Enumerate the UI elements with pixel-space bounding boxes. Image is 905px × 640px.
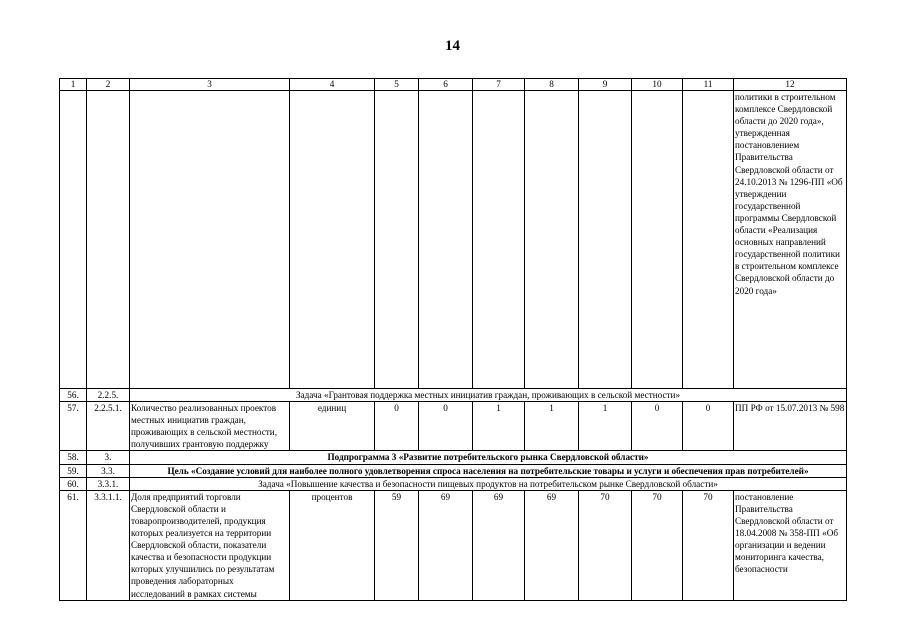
page-bottom-crop xyxy=(0,604,905,640)
table-row-58 xyxy=(60,451,847,464)
source-cell: ПП РФ от 15.07.2013 № 598 xyxy=(734,402,847,451)
value-cell: 69 xyxy=(473,490,525,600)
header-cell: 1 xyxy=(60,79,87,91)
table-row-57 xyxy=(60,402,847,451)
value-cell: 59 xyxy=(375,490,419,600)
header-cell: 12 xyxy=(734,79,847,91)
indicator-cell: Количество реализованных проектов местных инициатив граждан, проживающих в сельской местности, получивших грантовую поддержку xyxy=(130,402,290,451)
value-cell: 69 xyxy=(525,490,579,600)
value-cell: 1 xyxy=(473,402,525,451)
row-code: 3.3.1. xyxy=(87,477,130,490)
value-cell: 70 xyxy=(683,490,734,600)
table-row-61 xyxy=(60,490,847,600)
row-number: 60. xyxy=(60,477,87,490)
row-code: 3.3. xyxy=(87,464,130,477)
header-cell: 2 xyxy=(87,79,130,91)
header-cell: 7 xyxy=(473,79,525,91)
row-number: 61. xyxy=(60,490,87,600)
row-number: 56. xyxy=(60,389,87,402)
value-cell: 70 xyxy=(632,490,683,600)
unit-cell: процентов xyxy=(290,490,375,600)
table-row-60 xyxy=(60,477,847,490)
header-cell: 4 xyxy=(290,79,375,91)
value-cell: 0 xyxy=(632,402,683,451)
header-cell: 11 xyxy=(683,79,734,91)
header-cell: 3 xyxy=(130,79,290,91)
row-code: 3.3.1.1. xyxy=(87,490,130,600)
indicator-cell: Доля предприятий торговли Свердловской области и товаропроизводителей, продукция которых реализуется на территории Свердловской области, показатели качества и безопасности продукции которых улучшились по результатам проведения лабораторных исследований в рамках системы xyxy=(130,490,290,600)
goal-title: Цель «Создание условий для наиболее полного удовлетворения спроса населения на потребительские товары и услуги и обеспечения прав потребителей» xyxy=(130,464,847,477)
row-number: 57. xyxy=(60,402,87,451)
table-row-59 xyxy=(60,464,847,477)
table-row-56 xyxy=(60,389,847,402)
indicators-table xyxy=(59,78,847,601)
value-cell: 1 xyxy=(579,402,632,451)
task-title: Задача «Грантовая поддержка местных инициатив граждан, проживающих в сельской местности» xyxy=(130,389,847,402)
header-row xyxy=(60,79,847,91)
value-cell: 0 xyxy=(419,402,473,451)
header-cell: 9 xyxy=(579,79,632,91)
header-cell: 10 xyxy=(632,79,683,91)
row-number: 59. xyxy=(60,464,87,477)
task-title: Задача «Повышение качества и безопасности пищевых продуктов на потребительском рынке Свердловской области» xyxy=(130,477,847,490)
header-cell: 6 xyxy=(419,79,473,91)
row-code: 3. xyxy=(87,451,130,464)
row-code: 2.2.5. xyxy=(87,389,130,402)
row-code: 2.2.5.1. xyxy=(87,402,130,451)
header-cell: 8 xyxy=(525,79,579,91)
value-cell: 69 xyxy=(419,490,473,600)
page-number: 14 xyxy=(445,38,460,54)
source-cell: постановление Правительства Свердловской области от 18.04.2008 № 358-ПП «Об организации и ведении мониторинга качества, безопасности xyxy=(734,490,847,600)
value-cell: 1 xyxy=(525,402,579,451)
value-cell: 0 xyxy=(683,402,734,451)
row-number: 58. xyxy=(60,451,87,464)
source-cell: политики в строительном комплексе Свердловской области до 2020 года», утвержденная постановлением Правительства Свердловской области от 24.10.2013 № 1296-ПП «Об утверждении государственной программы Свердловской области «Реализация основных направлений государственной политики в строительном комплексе Свердловской области до 2020 года» xyxy=(734,91,847,389)
unit-cell: единиц xyxy=(290,402,375,451)
subprogram-title: Подпрограмма 3 «Развитие потребительского рынка Свердловской области» xyxy=(130,451,847,464)
value-cell: 70 xyxy=(579,490,632,600)
header-cell: 5 xyxy=(375,79,419,91)
table-row-continued xyxy=(60,91,847,389)
value-cell: 0 xyxy=(375,402,419,451)
